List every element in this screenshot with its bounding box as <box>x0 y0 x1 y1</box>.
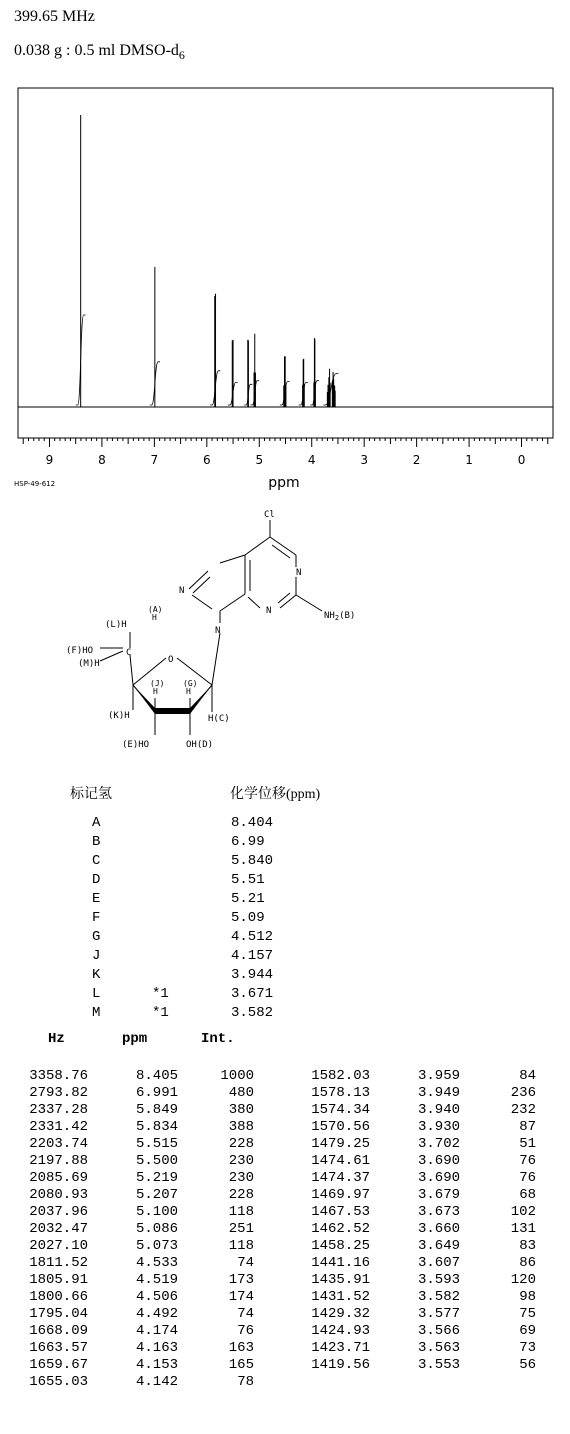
peak-int: 78 <box>237 1374 254 1390</box>
peak-table-row <box>18 1204 278 1221</box>
peak-hz: 1424.93 <box>311 1323 370 1339</box>
peak-table-row <box>300 1068 560 1085</box>
peak-ppm: 3.702 <box>417 1136 460 1152</box>
peak-ppm: 3.660 <box>417 1221 460 1237</box>
assignment-row <box>0 948 570 967</box>
peak-int: 98 <box>519 1289 536 1305</box>
peak-hz: 1655.03 <box>29 1374 88 1390</box>
peak-int: 120 <box>510 1272 536 1288</box>
peak-ppm: 6.991 <box>135 1085 178 1101</box>
assignment-label: M <box>92 1005 101 1021</box>
peak-hz: 1805.91 <box>29 1272 88 1288</box>
assignment-shift: 4.512 <box>231 929 274 945</box>
peak-int: 165 <box>228 1357 254 1373</box>
peak-hz: 2085.69 <box>29 1170 88 1186</box>
h-k-label: (K)H <box>108 711 130 721</box>
peak-ppm: 3.940 <box>417 1102 460 1118</box>
peak-int: 75 <box>519 1306 536 1322</box>
atom-labels <box>66 510 355 750</box>
tick-label-1: 1 <box>465 453 473 467</box>
bonds <box>100 520 322 735</box>
assignment-shift: 3.582 <box>231 1005 274 1021</box>
peak-table-row <box>18 1170 278 1187</box>
peak-hz: 2793.82 <box>29 1085 88 1101</box>
peak-hz: 1663.57 <box>29 1340 88 1356</box>
peak-int: 73 <box>519 1340 536 1356</box>
peak-hz: 1668.09 <box>29 1323 88 1339</box>
x-axis-label: ppm <box>268 475 300 491</box>
peak-ppm: 4.163 <box>135 1340 178 1356</box>
assignment-row <box>0 929 570 948</box>
peak-int: 76 <box>519 1170 536 1186</box>
tick-label-8: 8 <box>98 453 106 467</box>
peak-header-ppm: ppm <box>122 1031 148 1047</box>
peak-ppm: 5.100 <box>135 1204 178 1220</box>
assignment-shift: 8.404 <box>231 815 274 831</box>
assignment-label: E <box>92 891 101 907</box>
peak-table-row <box>300 1170 560 1187</box>
peak-int: 118 <box>228 1204 254 1220</box>
peak-hz: 1474.37 <box>311 1170 370 1186</box>
peak-lines <box>81 115 335 407</box>
peak-hz: 1474.61 <box>311 1153 370 1169</box>
assignment-row <box>0 986 570 1005</box>
peak-ppm: 4.506 <box>135 1289 178 1305</box>
peak-ppm: 4.533 <box>135 1255 178 1271</box>
peak-hz: 1467.53 <box>311 1204 370 1220</box>
assignment-label: C <box>92 853 101 869</box>
peak-int: 86 <box>519 1255 536 1271</box>
peak-table-row <box>300 1306 560 1323</box>
sample-text: 0.038 g : 0.5 ml DMSO-d <box>14 42 179 59</box>
peak-ppm: 3.577 <box>417 1306 460 1322</box>
peak-table-row <box>18 1102 278 1119</box>
peak-table-row <box>18 1374 278 1391</box>
peak-int: 83 <box>519 1238 536 1254</box>
peak-table-row <box>300 1187 560 1204</box>
peak-int: 232 <box>510 1102 536 1118</box>
assignment-note: *1 <box>152 1005 169 1021</box>
peak-ppm: 3.959 <box>417 1068 460 1084</box>
peak-table-row <box>18 1119 278 1136</box>
peak-ppm: 3.649 <box>417 1238 460 1254</box>
peak-ppm: 4.174 <box>135 1323 178 1339</box>
assignment-row <box>0 834 570 853</box>
peak-ppm: 3.673 <box>417 1204 460 1220</box>
peak-hz: 2032.47 <box>29 1221 88 1237</box>
peak-hz: 1458.25 <box>311 1238 370 1254</box>
peak-table-row <box>18 1221 278 1238</box>
peak-table-row <box>18 1085 278 1102</box>
peak-int: 84 <box>519 1068 536 1084</box>
peak-hz: 2331.42 <box>29 1119 88 1135</box>
h-a-label: (A) <box>148 605 163 614</box>
peak-table-row <box>18 1306 278 1323</box>
tick-label-9: 9 <box>45 453 54 467</box>
peak-hz: 1441.16 <box>311 1255 370 1271</box>
n-label-7: N <box>179 586 185 596</box>
peak-table-row <box>18 1272 278 1289</box>
peak-hz: 2037.96 <box>29 1204 88 1220</box>
assignment-row <box>0 872 570 891</box>
tick-label-0: 0 <box>517 453 526 467</box>
assignment-shift: 6.99 <box>231 834 265 850</box>
peak-ppm: 3.690 <box>417 1170 460 1186</box>
peak-hz: 1429.32 <box>311 1306 370 1322</box>
peak-hz: 1795.04 <box>29 1306 88 1322</box>
peak-hz: 2203.74 <box>29 1136 88 1152</box>
peak-int: 51 <box>519 1136 536 1152</box>
tick-label-6: 6 <box>203 453 211 467</box>
peak-int: 480 <box>228 1085 254 1101</box>
peak-header-hz: Hz <box>48 1031 65 1047</box>
peak-ppm: 4.519 <box>135 1272 178 1288</box>
peak-ppm: 5.219 <box>135 1170 178 1186</box>
assignment-label: B <box>92 834 101 850</box>
h-j-atom: H <box>153 687 158 696</box>
sample-id: HSP-49-612 <box>14 480 56 488</box>
sample-info <box>14 42 185 60</box>
c5-label: C <box>126 648 132 658</box>
peak-int: 1000 <box>220 1068 254 1084</box>
peak-ppm: 3.690 <box>417 1153 460 1169</box>
n-label-9: N <box>215 626 221 636</box>
assignment-label: G <box>92 929 101 945</box>
peak-hz: 1469.97 <box>311 1187 370 1203</box>
peak-ppm: 3.949 <box>417 1085 460 1101</box>
peak-ppm: 3.607 <box>417 1255 460 1271</box>
peak-table-row <box>300 1085 560 1102</box>
peak-hz: 2027.10 <box>29 1238 88 1254</box>
peak-table-row <box>18 1323 278 1340</box>
assignment-shift: 3.944 <box>231 967 274 983</box>
peak-hz: 3358.76 <box>29 1068 88 1084</box>
assignment-shift: 5.840 <box>231 853 274 869</box>
peak-int: 56 <box>519 1357 536 1373</box>
assignment-shift: 3.671 <box>231 986 274 1002</box>
peak-hz: 1659.67 <box>29 1357 88 1373</box>
peak-ppm: 4.153 <box>135 1357 178 1373</box>
spectrometer-frequency: 399.65 MHz <box>14 8 95 25</box>
x-axis-ticks <box>23 438 548 467</box>
peak-table-row <box>300 1136 560 1153</box>
peak-int: 174 <box>228 1289 254 1305</box>
peak-ppm: 3.679 <box>417 1187 460 1203</box>
peak-int: 76 <box>519 1153 536 1169</box>
peak-ppm: 3.930 <box>417 1119 460 1135</box>
peak-ppm: 8.405 <box>135 1068 178 1084</box>
peak-hz: 1574.34 <box>311 1102 370 1118</box>
assignment-row <box>0 910 570 929</box>
peak-table-row <box>300 1255 560 1272</box>
assignment-shift: 5.21 <box>231 891 265 907</box>
peak-int: 228 <box>228 1187 254 1203</box>
peak-hz: 1800.66 <box>29 1289 88 1305</box>
molecule-structure <box>60 505 380 755</box>
n-label-1: N <box>296 568 302 578</box>
peak-int: 87 <box>519 1119 536 1135</box>
peak-ppm: 5.086 <box>135 1221 178 1237</box>
peak-table-row <box>18 1136 278 1153</box>
peak-table-row <box>300 1153 560 1170</box>
peak-int: 173 <box>228 1272 254 1288</box>
peak-hz: 2080.93 <box>29 1187 88 1203</box>
assignment-label: J <box>92 948 101 964</box>
cl-label: Cl <box>264 510 275 520</box>
nmr-spectrum-chart <box>0 80 570 500</box>
peak-table-row <box>18 1238 278 1255</box>
peak-table-row <box>18 1187 278 1204</box>
assignment-shift: 5.09 <box>231 910 265 926</box>
peak-hz: 1570.56 <box>311 1119 370 1135</box>
assignment-row <box>0 1005 570 1024</box>
peak-hz: 1578.13 <box>311 1085 370 1101</box>
peak-table-row <box>300 1221 560 1238</box>
peak-table-row <box>18 1153 278 1170</box>
peak-hz: 1582.03 <box>311 1068 370 1084</box>
h-g-atom: H <box>186 687 191 696</box>
peak-hz: 1423.71 <box>311 1340 370 1356</box>
peak-int: 69 <box>519 1323 536 1339</box>
peak-int: 228 <box>228 1136 254 1152</box>
peak-hz: 1431.52 <box>311 1289 370 1305</box>
peak-hz: 2197.88 <box>29 1153 88 1169</box>
peak-table-row <box>300 1340 560 1357</box>
peak-ppm: 5.500 <box>135 1153 178 1169</box>
peak-int: 76 <box>237 1323 254 1339</box>
peak-int: 68 <box>519 1187 536 1203</box>
peak-ppm: 3.582 <box>417 1289 460 1305</box>
peak-ppm: 5.834 <box>135 1119 178 1135</box>
peak-int: 118 <box>228 1238 254 1254</box>
tick-label-3: 3 <box>360 453 368 467</box>
h-a-atom: H <box>152 613 157 622</box>
peak-header-int: Int. <box>201 1031 235 1047</box>
integral-curves <box>76 315 339 405</box>
peak-table-row <box>18 1357 278 1374</box>
wedge-bonds <box>133 685 212 714</box>
peak-table-row <box>300 1289 560 1306</box>
assignment-label: F <box>92 910 101 926</box>
peak-table-row <box>300 1204 560 1221</box>
assignment-shift-header: 化学位移(ppm) <box>230 787 321 802</box>
h-m-label: (M)H <box>78 659 100 669</box>
sample-subscript: 6 <box>178 48 185 62</box>
peak-int: 163 <box>228 1340 254 1356</box>
peak-int: 74 <box>237 1255 254 1271</box>
peak-ppm: 5.515 <box>135 1136 178 1152</box>
peak-int: 230 <box>228 1153 254 1169</box>
tick-label-2: 2 <box>412 453 421 467</box>
assignment-shift: 5.51 <box>231 872 265 888</box>
assignment-row <box>0 853 570 872</box>
peak-int: 102 <box>510 1204 536 1220</box>
peak-int: 230 <box>228 1170 254 1186</box>
nh2-label: $NH_2(B)$ <box>324 611 356 622</box>
integral-9 <box>323 374 338 406</box>
peak-table-row <box>18 1068 278 1085</box>
assignment-label: K <box>92 967 101 983</box>
peak-table-row <box>300 1323 560 1340</box>
tick-label-4: 4 <box>307 453 316 467</box>
peak-hz: 1462.52 <box>311 1221 370 1237</box>
peak-int: 380 <box>228 1102 254 1118</box>
peak-hz: 1435.91 <box>311 1272 370 1288</box>
peak-ppm: 4.492 <box>135 1306 178 1322</box>
peak-int: 74 <box>237 1306 254 1322</box>
h-j-label: (J) <box>150 679 165 688</box>
assignment-label: A <box>92 815 101 831</box>
peak-ppm: 5.849 <box>135 1102 178 1118</box>
h-l-label: (L)H <box>105 620 127 630</box>
peak-table-row <box>300 1102 560 1119</box>
assignment-row <box>0 891 570 910</box>
assignment-row <box>0 815 570 834</box>
peak-hz: 1811.52 <box>29 1255 88 1271</box>
h-g-label: (G) <box>183 679 198 688</box>
peak-ppm: 5.207 <box>135 1187 178 1203</box>
peak-ppm: 3.566 <box>417 1323 460 1339</box>
peak-int: 236 <box>510 1085 536 1101</box>
h-d-label: OH(D) <box>186 740 214 750</box>
assignment-label-header: 标记氢 <box>70 787 112 802</box>
peak-int: 251 <box>228 1221 254 1237</box>
ring-oxygen-label: O <box>168 655 174 665</box>
assignment-note: *1 <box>152 986 169 1002</box>
peak-ppm: 3.563 <box>417 1340 460 1356</box>
assignment-row <box>0 967 570 986</box>
assignment-label: L <box>92 986 101 1002</box>
tick-label-5: 5 <box>255 453 264 467</box>
peak-ppm: 5.073 <box>135 1238 178 1254</box>
peak-hz: 1479.25 <box>311 1136 370 1152</box>
h-e-label: (E)HO <box>122 740 150 750</box>
peak-table-row <box>300 1238 560 1255</box>
peak-hz: 2337.28 <box>29 1102 88 1118</box>
peak-ppm: 3.593 <box>417 1272 460 1288</box>
peak-int: 131 <box>510 1221 536 1237</box>
peak-table-row <box>300 1272 560 1289</box>
peak-int: 388 <box>228 1119 254 1135</box>
n-label-3: N <box>266 606 272 616</box>
peak-table-row <box>300 1357 560 1374</box>
peak-ppm: 4.142 <box>135 1374 178 1390</box>
peak-table-row <box>18 1255 278 1272</box>
peak-hz: 1419.56 <box>311 1357 370 1373</box>
peak-table-row <box>300 1119 560 1136</box>
peak-ppm: 3.553 <box>417 1357 460 1373</box>
assignment-label: D <box>92 872 101 888</box>
tick-label-7: 7 <box>150 453 159 467</box>
h-f-label: (F)HO <box>66 646 94 656</box>
peak-table-row <box>18 1289 278 1306</box>
h-c-label: H(C) <box>208 714 230 724</box>
peak-table-row <box>18 1340 278 1357</box>
assignment-shift: 4.157 <box>231 948 274 964</box>
